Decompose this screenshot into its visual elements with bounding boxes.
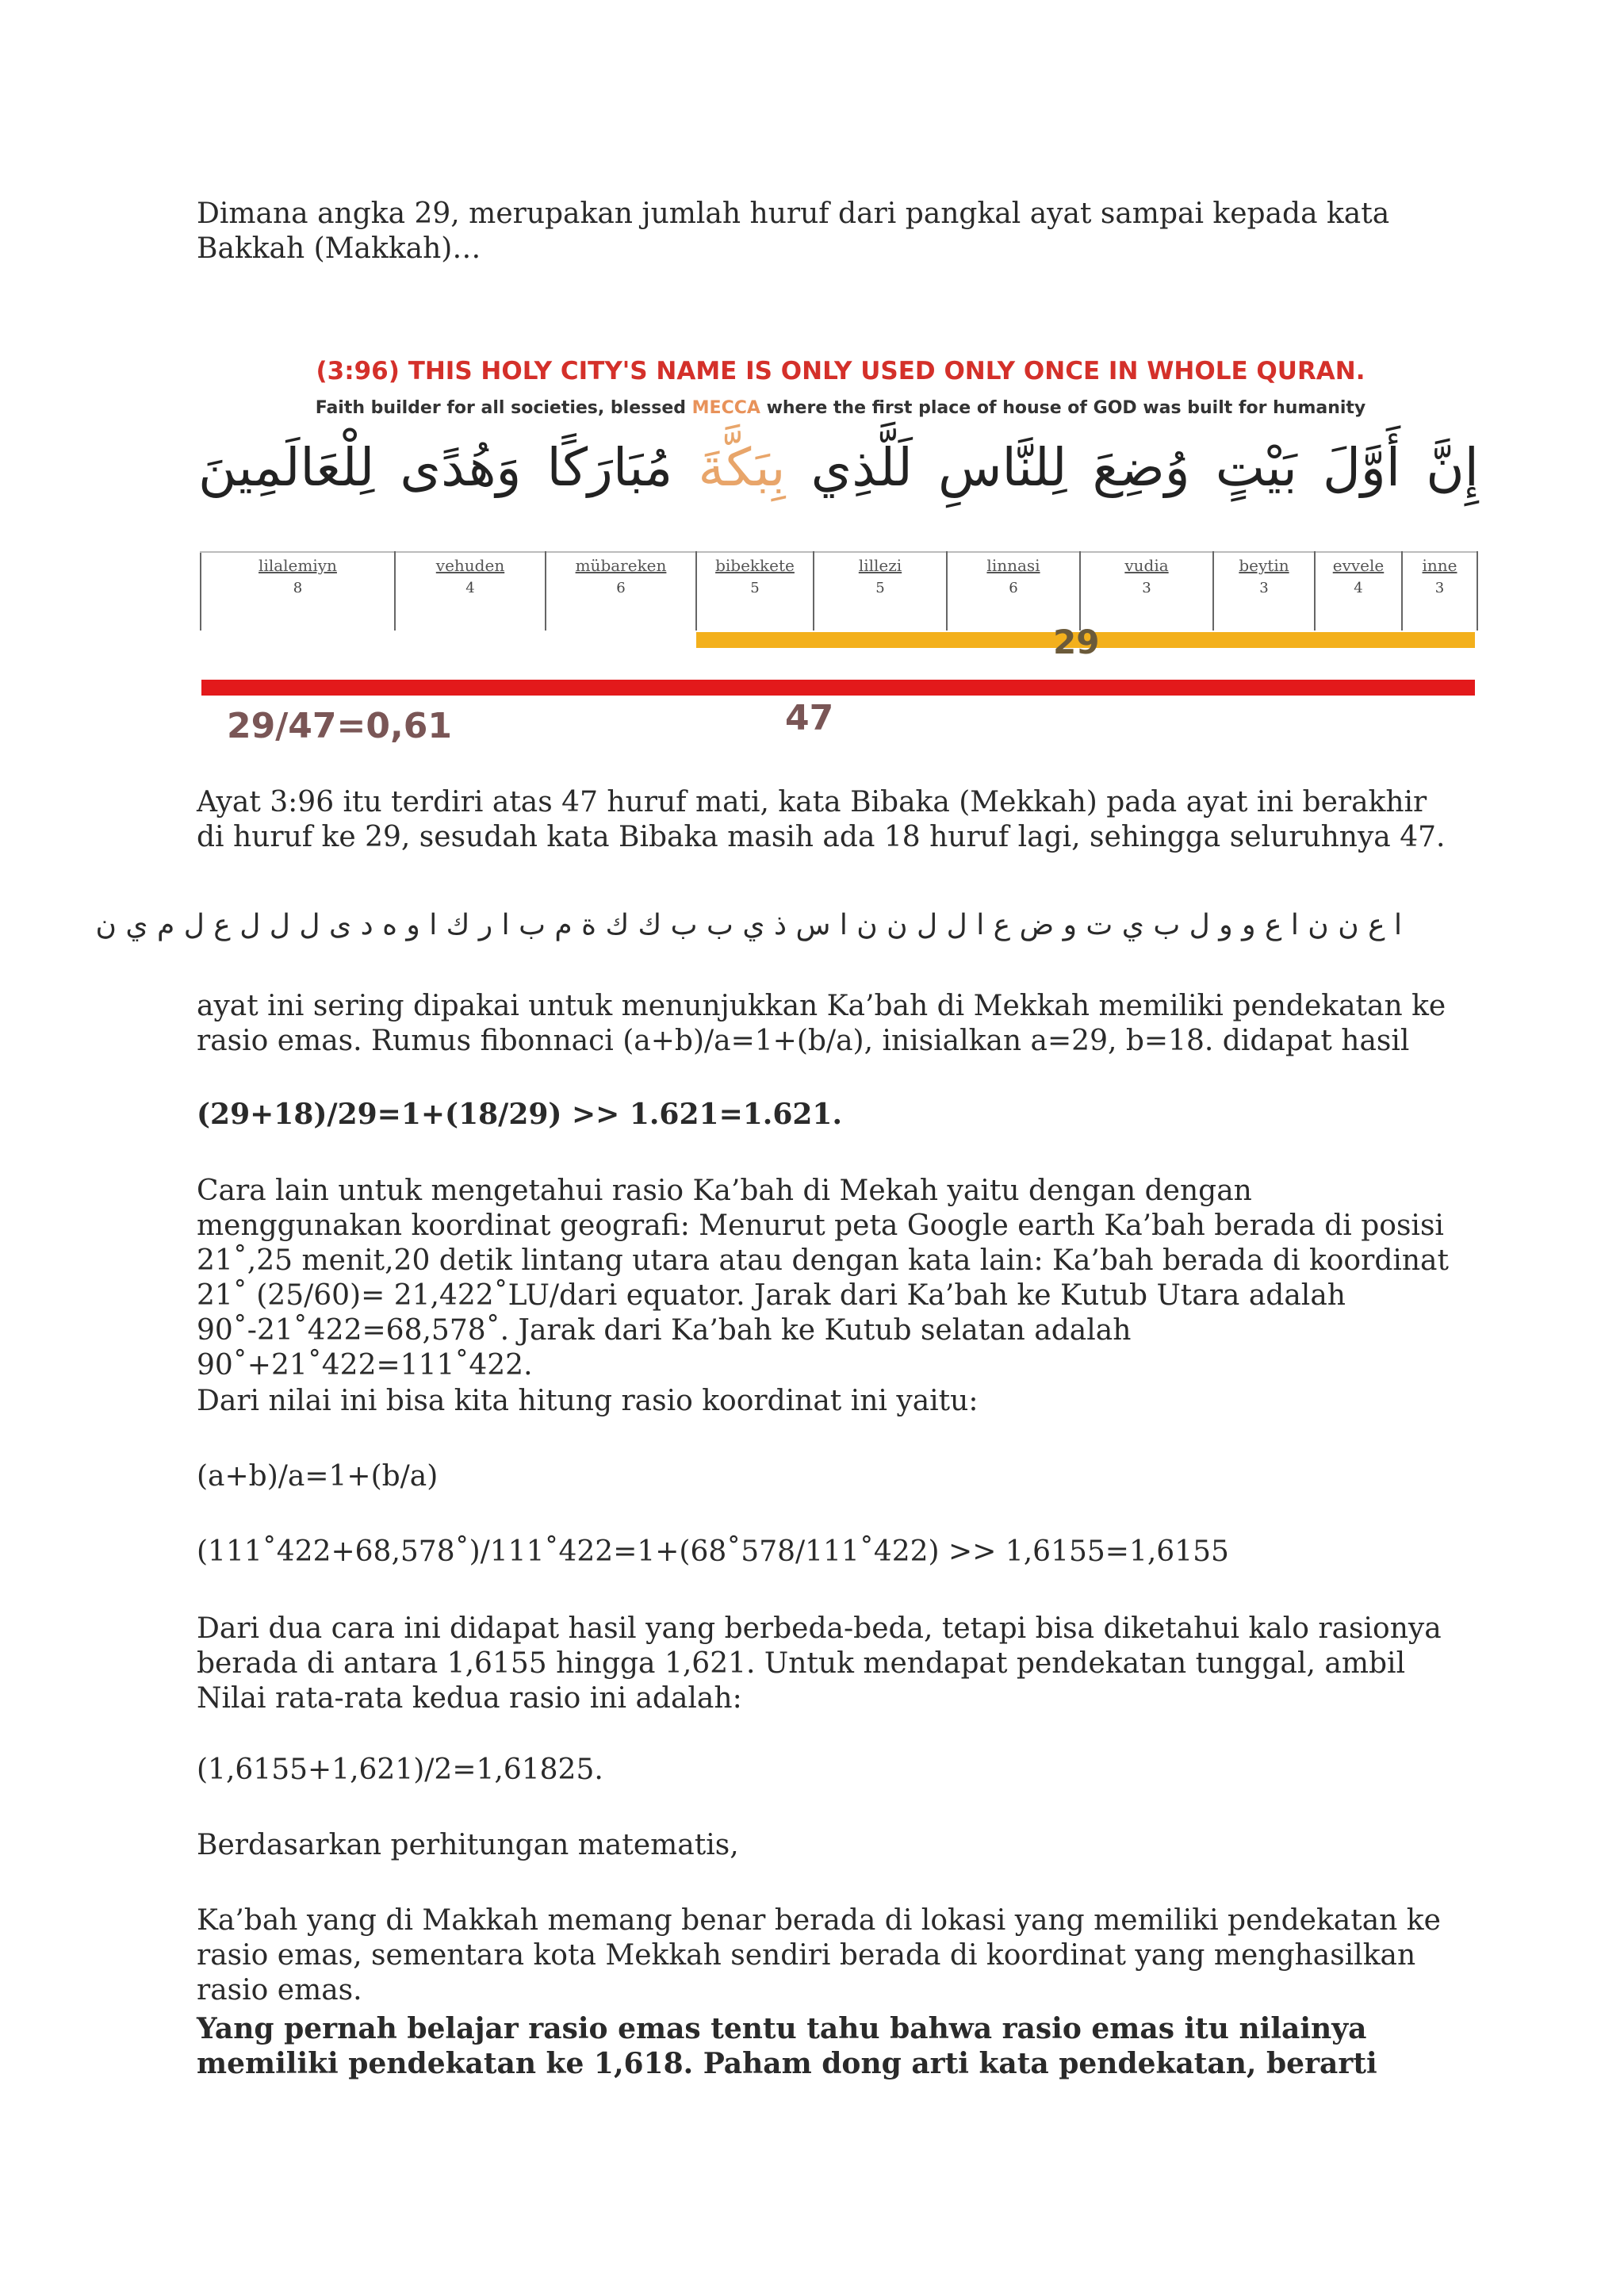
verse-highlight-bakkah: بِبَكَّةَ [698, 437, 786, 498]
word-label: mübareken [575, 556, 667, 575]
word-count: 8 [293, 580, 303, 596]
formula-coordinate-ratio: (111˚422+68,578˚)/111˚422=1+(68˚578/111˚422) >> 1,6155=1,6155 [197, 1535, 1229, 1568]
paragraph-conclusion: Ka’bah yang di Makkah memang benar berada di lokasi yang memiliki pendekatan ke rasio emas, sementara kota Mekkah sendiri berada di koordinat yang menghasilkan rasio emas. [197, 1904, 1441, 2007]
ratio-label: 29/47=0,61 [227, 706, 452, 746]
arabic-letter-sequence: ا ع ن ن ا ع و و ل ب ي ت و ض ع ا ل ل ن ن ا س ذ ي ب ب ك ك ة م ب ا ر ك ا و ه د ى ل ل ل ع ل م ي ن [95, 909, 1402, 941]
word-cell [201, 552, 395, 631]
verse-post: مُبَارَكًا وَهُدًى لِلْعَالَمِينَ [198, 437, 699, 498]
figure-title: (3:96) THIS HOLY CITY'S NAME IS ONLY USED ONLY ONCE IN WHOLE QURAN. [316, 357, 1365, 385]
word-label: bibekkete [715, 556, 795, 575]
word-label: inne [1422, 556, 1457, 575]
formula-general: (a+b)/a=1+(b/a) [197, 1460, 439, 1493]
paragraph-fibonacci: ayat ini sering dipakai untuk menunjukkan Ka’bah di Mekkah memiliki pendekatan ke rasio emas. Rumus fibonnaci (a+b)/a=1+(b/a), inisialkan a=29, b=18. didapat hasil [197, 990, 1446, 1057]
word-label: linnasi [986, 556, 1040, 575]
word-count: 4 [465, 580, 475, 596]
word-cell [947, 552, 1080, 631]
figure-subtitle-highlight: MECCA [691, 398, 760, 418]
paragraph-coordinates: Cara lain untuk mengetahui rasio Ka’bah di Mekah yaitu dengan dengan menggunakan koordinat geografi: Menurut peta Google earth Ka’bah berada di posisi 21˚,25 menit,20 detik lintang utara atau dengan kata lain: Ka’bah berada di koordinat 21˚ (25/60)= 21,422˚LU/dari equator. Jarak dari Ka’bah ke Kutub Utara adalah 90˚-21˚422=68,578˚. Jarak dari Ka’bah ke Kutub selatan adalah 90˚+21˚422=111˚422. [197, 1175, 1449, 1382]
word-label: vehuden [435, 556, 505, 575]
paragraph-conclusion-intro: Berdasarkan perhitungan matematis, [197, 1829, 739, 1861]
verse-figure [198, 349, 1483, 761]
intro-paragraph: Dimana angka 29, merupakan jumlah huruf dari pangkal ayat sampai kepada kata Bakkah (Makkah)… [197, 197, 1390, 265]
word-cell [1080, 552, 1213, 631]
arabic-verse [198, 432, 1479, 504]
label-29: 29 [1053, 623, 1100, 661]
word-cell [546, 552, 696, 631]
figure-subtitle-pre: Faith builder for all societies, blessed [315, 398, 692, 418]
word-label: evvele [1332, 556, 1385, 575]
word-count: 5 [750, 580, 760, 596]
figure-subtitle [198, 398, 1483, 418]
word-count: 6 [616, 580, 626, 596]
formula-fibonacci-result: (29+18)/29=1+(18/29) >> 1.621=1.621. [197, 1098, 843, 1131]
word-cell [1402, 552, 1477, 631]
paragraph-golden-ratio: Yang pernah belajar rasio emas tentu tahu bahwa rasio emas itu nilainya memiliki pendekatan ke 1,618. Paham dong arti kata pendekatan, berarti [197, 2012, 1377, 2080]
figure-subtitle-post: where the first place of house of GOD was built for humanity [760, 398, 1366, 418]
word-label: lillezi [858, 556, 902, 575]
word-label: beytin [1239, 556, 1289, 575]
paragraph-verse-letters: Ayat 3:96 itu terdiri atas 47 huruf mati, kata Bibaka (Mekkah) pada ayat ini berakhir di huruf ke 29, sesudah kata Bibaka masih ada 18 huruf lagi, sehingga seluruhnya 47. [197, 786, 1446, 853]
verse-pre: إِنَّ أَوَّلَ بَيْتٍ وُضِعَ لِلنَّاسِ لَلَّذِي [785, 437, 1480, 498]
word-label: vudia [1124, 556, 1169, 575]
formula-average: (1,6155+1,621)/2=1,61825. [197, 1754, 603, 1786]
letters-47-bar [201, 680, 1475, 696]
word-cell [814, 552, 947, 631]
word-cell [395, 552, 546, 631]
word-label: lilalemiyn [259, 556, 337, 575]
word-count: 6 [1009, 580, 1018, 596]
word-count: 3 [1434, 580, 1445, 596]
label-47: 47 [785, 698, 834, 738]
word-cell [696, 552, 814, 631]
paragraph-comparison: Dari dua cara ini didapat hasil yang berbeda-beda, tetapi bisa diketahui kalo rasionya berada di antara 1,6155 hingga 1,621. Untuk mendapat pendekatan tunggal, ambil Nilai rata-rata kedua rasio ini adalah: [197, 1612, 1442, 1715]
word-count: 5 [875, 580, 885, 596]
word-count: 3 [1142, 580, 1151, 596]
word-count: 4 [1354, 580, 1363, 596]
word-cell [1213, 552, 1315, 631]
word-count-table [200, 551, 1478, 631]
word-count: 3 [1259, 580, 1269, 596]
word-cell [1315, 552, 1402, 631]
paragraph-ratio-intro: Dari nilai ini bisa kita hitung rasio koordinat ini yaitu: [197, 1385, 979, 1417]
